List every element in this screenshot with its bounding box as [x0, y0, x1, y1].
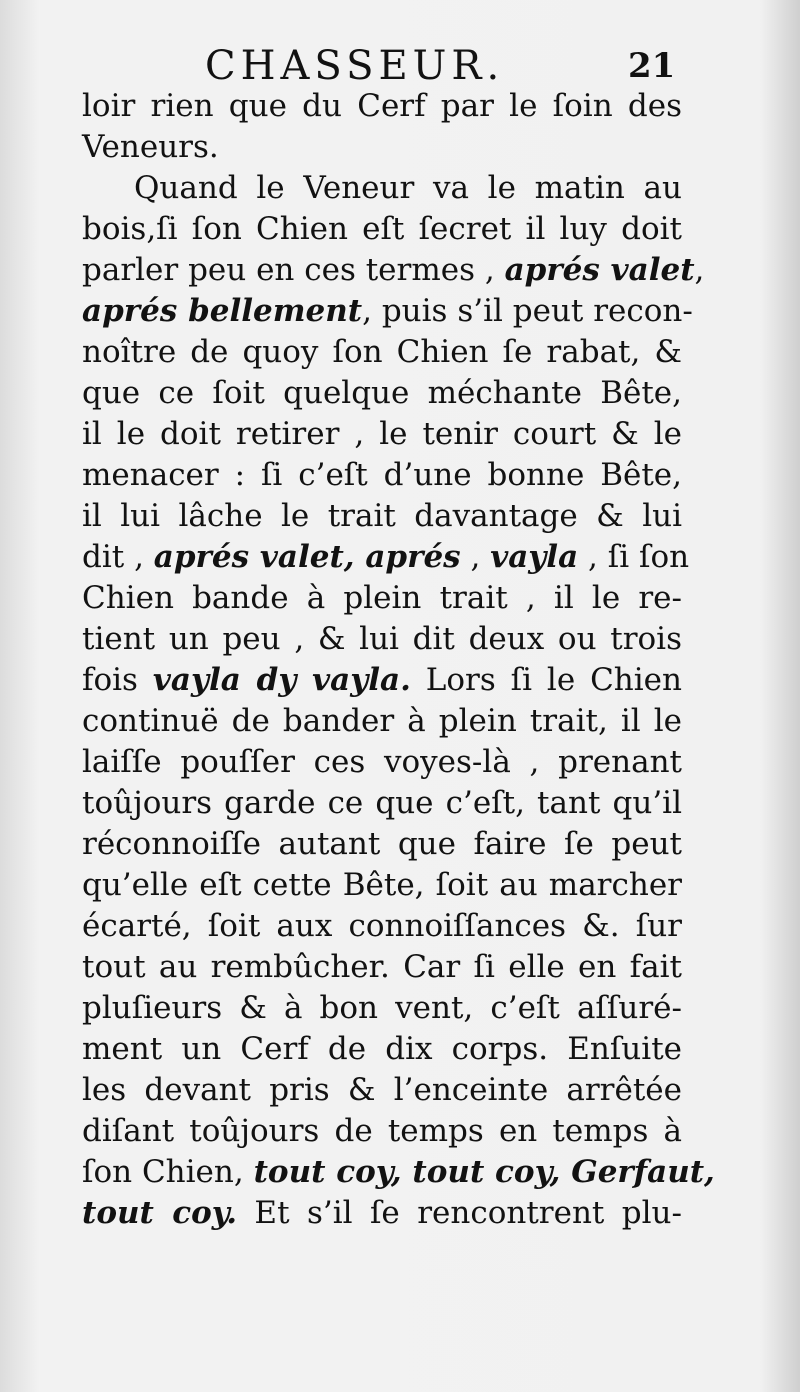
text-segment: réconnoiſſe autant que faire ſe peut	[82, 826, 682, 862]
text-segment: laiſſe pouſſer ces voyes-là , prenant	[82, 744, 682, 780]
text-segment: ,	[694, 252, 705, 288]
text-segment: ſon Chien,	[82, 1154, 254, 1190]
text-segment: que ce ſoit quelque méchante Bête,	[82, 375, 682, 411]
text-line	[82, 332, 682, 373]
text-line	[82, 86, 682, 127]
text-segment: Et s’il ſe rencontrent plu-	[237, 1195, 682, 1231]
text-segment: écarté, ſoit aux connoiſſances &. ſur	[82, 908, 682, 944]
text-segment: dit ,	[82, 539, 154, 575]
text-segment: qu’elle eſt cette Bête, ſoit au marcher	[82, 867, 682, 903]
text-line	[82, 537, 690, 578]
text-segment: bois,ſi ſon Chien eſt ſecret il luy doit	[82, 211, 682, 247]
text-segment: parler peu en ces termes ,	[82, 252, 505, 288]
text-line	[82, 701, 682, 742]
text-segment: Chien bande à plein trait , il le re-	[82, 580, 682, 616]
text-segment: tient un peu , & lui dit deux ou trois	[82, 621, 682, 657]
text-segment: ,	[460, 539, 491, 575]
text-segment: toûjours garde ce que c’eſt, tant qu’il	[82, 785, 682, 821]
text-segment: Veneurs.	[82, 129, 219, 165]
text-segment: il lui lâche le trait davantage & lui	[82, 498, 682, 534]
text-line	[82, 947, 682, 988]
italic-text: aprés bellement	[82, 293, 363, 329]
text-line	[82, 578, 682, 619]
text-line	[82, 865, 682, 906]
text-line	[82, 619, 682, 660]
text-line	[82, 414, 682, 455]
text-line	[82, 373, 682, 414]
text-line	[82, 1152, 715, 1193]
text-line	[82, 824, 682, 865]
italic-text: tout coy.	[82, 1195, 238, 1231]
text-segment: ment un Cerf de dix corps. Enſuite	[82, 1031, 682, 1067]
text-segment: Lors ſi le Chien	[410, 662, 682, 698]
text-line	[82, 291, 693, 332]
text-segment: les devant pris & l’enceinte arrêtée	[82, 1072, 682, 1108]
text-line	[82, 1111, 682, 1152]
text-segment: menacer : ſi c’eſt d’une bonne Bête,	[82, 457, 682, 493]
text-line	[82, 988, 682, 1029]
italic-text: vayla	[490, 539, 579, 575]
page-number: 21	[628, 46, 676, 86]
text-line	[82, 496, 682, 537]
text-line	[82, 906, 682, 947]
text-segment: pluſieurs & à bon vent, c’eſt aſſuré-	[82, 990, 682, 1026]
text-line	[82, 250, 705, 291]
running-title: CHASSEUR.	[205, 43, 505, 89]
text-line	[82, 783, 682, 824]
text-segment: , puis s’il peut recon-	[362, 293, 693, 329]
text-line	[82, 1070, 682, 1111]
text-line	[82, 455, 682, 496]
text-line	[82, 660, 682, 701]
text-segment: il le doit retirer , le tenir court & le	[82, 416, 682, 452]
text-segment: loir rien que du Cerf par le ſoin des	[82, 88, 682, 124]
text-line	[82, 127, 682, 168]
italic-text: aprés valet, aprés	[153, 539, 461, 575]
italic-text: vayla dy vayla.	[152, 662, 411, 698]
body-text	[82, 86, 715, 1234]
text-segment: diſant toûjours de temps en temps à	[82, 1113, 682, 1149]
text-line	[82, 742, 682, 783]
text-line	[82, 168, 682, 209]
text-segment: Quand le Veneur va le matin au	[134, 170, 682, 206]
text-segment: tout au rembûcher. Car ſi elle en fait	[82, 949, 682, 985]
text-segment: , ſi ſon	[578, 539, 690, 575]
text-line	[82, 209, 682, 250]
italic-text: aprés valet	[504, 252, 695, 288]
text-segment: fois	[82, 662, 153, 698]
text-segment: continuë de bander à plein trait, il le	[82, 703, 682, 739]
text-line	[82, 1029, 682, 1070]
text-line	[82, 1193, 682, 1234]
italic-text: tout coy, tout coy, Gerfaut,	[253, 1154, 715, 1190]
text-segment: noître de quoy ſon Chien ſe rabat, &	[82, 334, 682, 370]
